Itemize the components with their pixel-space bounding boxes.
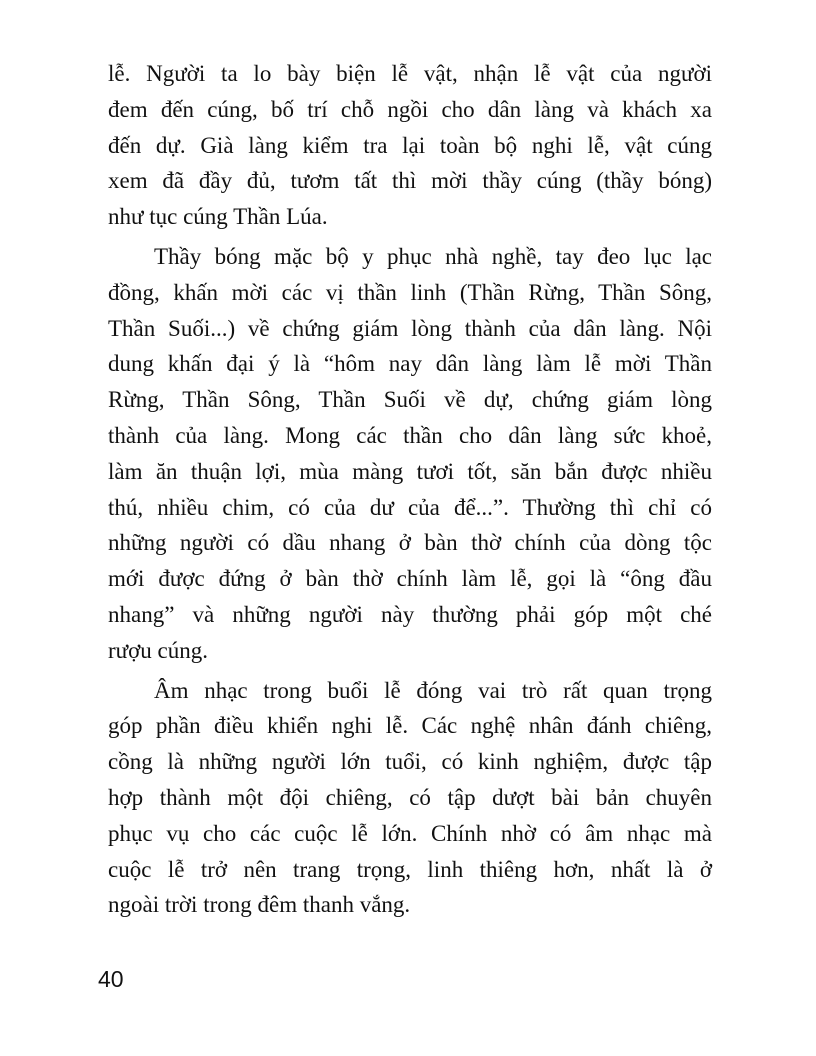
text-line: Âm nhạc trong buổi lễ đóng vai trò rất quan trọng — [154, 677, 712, 703]
paragraph — [108, 673, 712, 924]
text-line: Thầy bóng mặc bộ y phục nhà nghề, tay đeo lục lạc — [154, 243, 712, 269]
text-line: nhang” và những người này thường phải góp một ché — [108, 601, 712, 627]
text-line: dung khấn đại ý là “hôm nay dân làng làm lễ mời Thần — [108, 351, 712, 377]
text-line: góp phần điều khiển nghi lễ. Các nghệ nhân đánh chiêng, — [108, 713, 712, 739]
text-line: lễ. Người ta lo bày biện lễ vật, nhận lễ vật của người — [108, 61, 712, 86]
page-number: 40 — [98, 966, 124, 992]
text-line: đến dự. Già làng kiểm tra lại toàn bộ nghi lễ, vật cúng — [108, 132, 712, 158]
text-line: cồng là những người lớn tuổi, có kinh nghiệm, được tập — [108, 749, 712, 775]
body-text — [108, 56, 712, 923]
text-line: thú, nhiều chim, có của dư của để...”. Thường thì chỉ có — [108, 494, 712, 520]
paragraph — [108, 56, 712, 235]
text-line: mới được đứng ở bàn thờ chính làm lễ, gọi là “ông đầu — [108, 566, 712, 592]
text-line: thành của làng. Mong các thần cho dân làng sức khoẻ, — [108, 422, 712, 448]
text-line: cuộc lễ trở nên trang trọng, linh thiêng hơn, nhất là ở — [108, 856, 712, 882]
text-line: như tục cúng Thần Lúa. — [108, 204, 328, 230]
text-line: xem đã đầy đủ, tươm tất thì mời thầy cúng (thầy bóng) — [108, 168, 712, 194]
text-line: đồng, khấn mời các vị thần linh (Thần Rừng, Thần Sông, — [108, 279, 712, 305]
text-line: những người có dầu nhang ở bàn thờ chính của dòng tộc — [108, 530, 712, 556]
text-line: Thần Suối...) về chứng giám lòng thành của dân làng. Nội — [108, 315, 712, 341]
text-line: Rừng, Thần Sông, Thần Suối về dự, chứng giám lòng — [108, 387, 712, 413]
text-line: rượu cúng. — [108, 637, 208, 663]
paragraph — [108, 239, 712, 669]
text-line: hợp thành một đội chiêng, có tập dượt bài bản chuyên — [108, 784, 712, 810]
text-line: đem đến cúng, bố trí chỗ ngồi cho dân làng và khách xa — [108, 96, 712, 122]
text-line: phục vụ cho các cuộc lễ lớn. Chính nhờ có âm nhạc mà — [108, 820, 712, 846]
text-line: ngoài trời trong đêm thanh vắng. — [108, 892, 411, 918]
text-line: làm ăn thuận lợi, mùa màng tươi tốt, săn bắn được nhiều — [108, 458, 712, 484]
